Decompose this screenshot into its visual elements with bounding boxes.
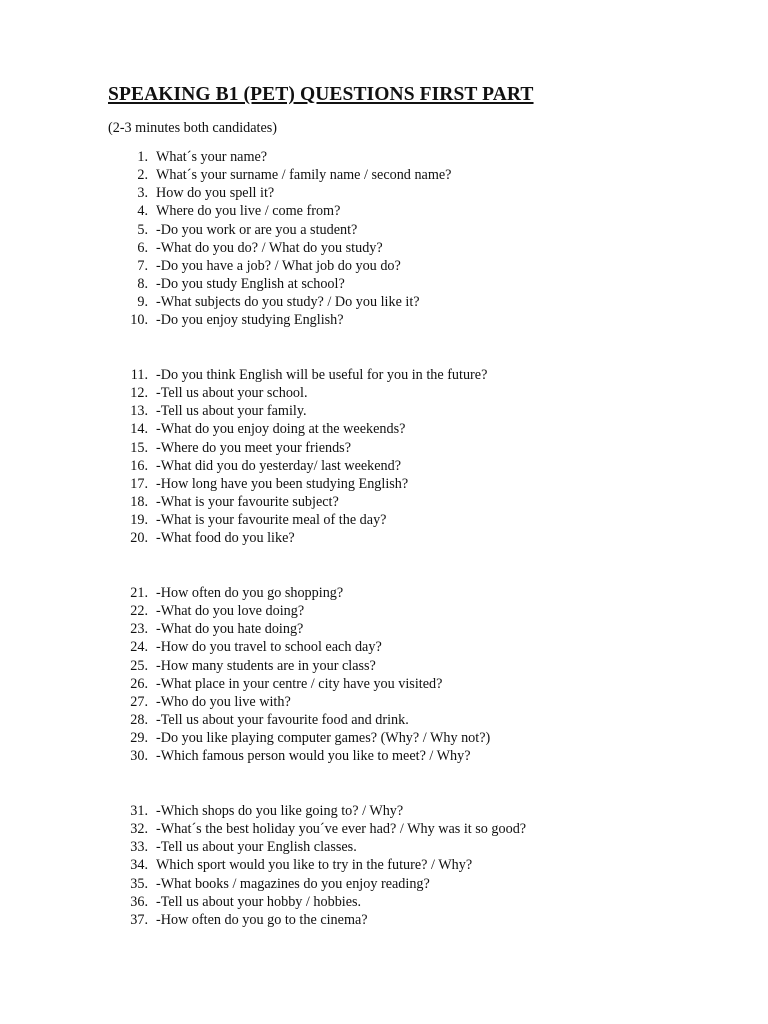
page-title: SPEAKING B1 (PET) QUESTIONS FIRST PART bbox=[108, 84, 534, 105]
question-number: 4. bbox=[137, 203, 148, 220]
question-text: -Who do you live with? bbox=[156, 693, 291, 710]
question-number: 15. bbox=[130, 439, 148, 456]
question-number: 21. bbox=[130, 585, 148, 601]
question-number: 20. bbox=[130, 530, 148, 547]
question-number: 1. bbox=[137, 149, 148, 165]
question-number: 23. bbox=[130, 621, 148, 638]
question-text: -Do you work or are you a student? bbox=[156, 221, 358, 238]
question-number: 10. bbox=[130, 312, 148, 329]
question-text: -How do you travel to school each day? bbox=[156, 639, 382, 656]
question-number: 5. bbox=[137, 221, 148, 238]
question-number: 8. bbox=[137, 276, 148, 293]
question-text: Where do you live / come from? bbox=[156, 203, 341, 220]
question-number: 33. bbox=[130, 839, 148, 856]
question-number: 27. bbox=[130, 693, 148, 710]
question-number: 9. bbox=[137, 294, 148, 311]
question-number: 19. bbox=[130, 512, 148, 529]
question-number: 24. bbox=[130, 639, 148, 656]
question-text: -Do you enjoy studying English? bbox=[156, 312, 344, 329]
question-number: 16. bbox=[130, 457, 148, 474]
question-text: -What´s the best holiday you´ve ever had? / Why was it so good? bbox=[156, 821, 527, 838]
question-number: 13. bbox=[130, 403, 148, 420]
question-text: -What food do you like? bbox=[156, 530, 295, 547]
question-text: Which sport would you like to try in the future? / Why? bbox=[156, 857, 473, 874]
question-text: How do you spell it? bbox=[156, 185, 275, 202]
question-text: -What is your favourite meal of the day? bbox=[156, 512, 387, 529]
question-number: 11. bbox=[130, 367, 148, 383]
question-text: -How many students are in your class? bbox=[156, 657, 376, 674]
question-text: -What do you hate doing? bbox=[156, 621, 304, 638]
question-text: -What do you do? / What do you study? bbox=[156, 239, 383, 256]
question-text: -What is your favourite subject? bbox=[156, 494, 339, 511]
question-text: -What subjects do you study? / Do you like it? bbox=[156, 294, 420, 311]
question-number: 3. bbox=[137, 185, 148, 202]
question-text: -What did you do yesterday/ last weekend? bbox=[156, 457, 402, 474]
question-number: 6. bbox=[137, 239, 148, 256]
question-number: 35. bbox=[130, 875, 148, 892]
question-text: -What do you enjoy doing at the weekends? bbox=[156, 421, 406, 438]
question-number: 12. bbox=[130, 385, 148, 402]
question-number: 37. bbox=[130, 911, 148, 928]
question-text: -Tell us about your family. bbox=[156, 403, 307, 420]
question-number: 31. bbox=[130, 803, 148, 819]
question-text: -Tell us about your English classes. bbox=[156, 839, 357, 856]
question-number: 34. bbox=[130, 857, 148, 874]
question-text: -What place in your centre / city have you visited? bbox=[156, 675, 443, 692]
question-number: 22. bbox=[130, 603, 148, 620]
question-number: 2. bbox=[137, 167, 148, 184]
question-number: 28. bbox=[130, 712, 148, 729]
question-text: -How long have you been studying English? bbox=[156, 475, 409, 492]
question-text: What´s your name? bbox=[156, 149, 268, 165]
question-text: What´s your surname / family name / second name? bbox=[156, 167, 452, 184]
question-text: -Do you think English will be useful for you in the future? bbox=[156, 367, 488, 383]
question-text: -Do you like playing computer games? (Why? / Why not?) bbox=[156, 730, 491, 747]
question-number: 30. bbox=[130, 748, 148, 765]
question-number: 29. bbox=[130, 730, 148, 747]
question-number: 26. bbox=[130, 675, 148, 692]
question-text: -Tell us about your school. bbox=[156, 385, 308, 402]
question-text: -Do you have a job? / What job do you do? bbox=[156, 257, 401, 274]
question-text: -Tell us about your hobby / hobbies. bbox=[156, 893, 362, 910]
question-number: 25. bbox=[130, 657, 148, 674]
question-number: 32. bbox=[130, 821, 148, 838]
question-text: -What do you love doing? bbox=[156, 603, 305, 620]
question-number: 17. bbox=[130, 475, 148, 492]
question-text: -What books / magazines do you enjoy reading? bbox=[156, 875, 430, 892]
page-subtitle: (2-3 minutes both candidates) bbox=[108, 120, 278, 136]
question-text: -Do you study English at school? bbox=[156, 276, 345, 293]
question-number: 14. bbox=[130, 421, 148, 438]
question-number: 36. bbox=[130, 893, 148, 910]
question-number: 7. bbox=[137, 257, 148, 274]
question-text: -Tell us about your favourite food and drink. bbox=[156, 712, 409, 729]
question-text: -How often do you go shopping? bbox=[156, 585, 344, 601]
question-text: -Where do you meet your friends? bbox=[156, 439, 352, 456]
question-text: -How often do you go to the cinema? bbox=[156, 911, 368, 928]
question-text: -Which famous person would you like to meet? / Why? bbox=[156, 748, 471, 765]
question-number: 18. bbox=[130, 494, 148, 511]
question-text: -Which shops do you like going to? / Why? bbox=[156, 803, 404, 819]
